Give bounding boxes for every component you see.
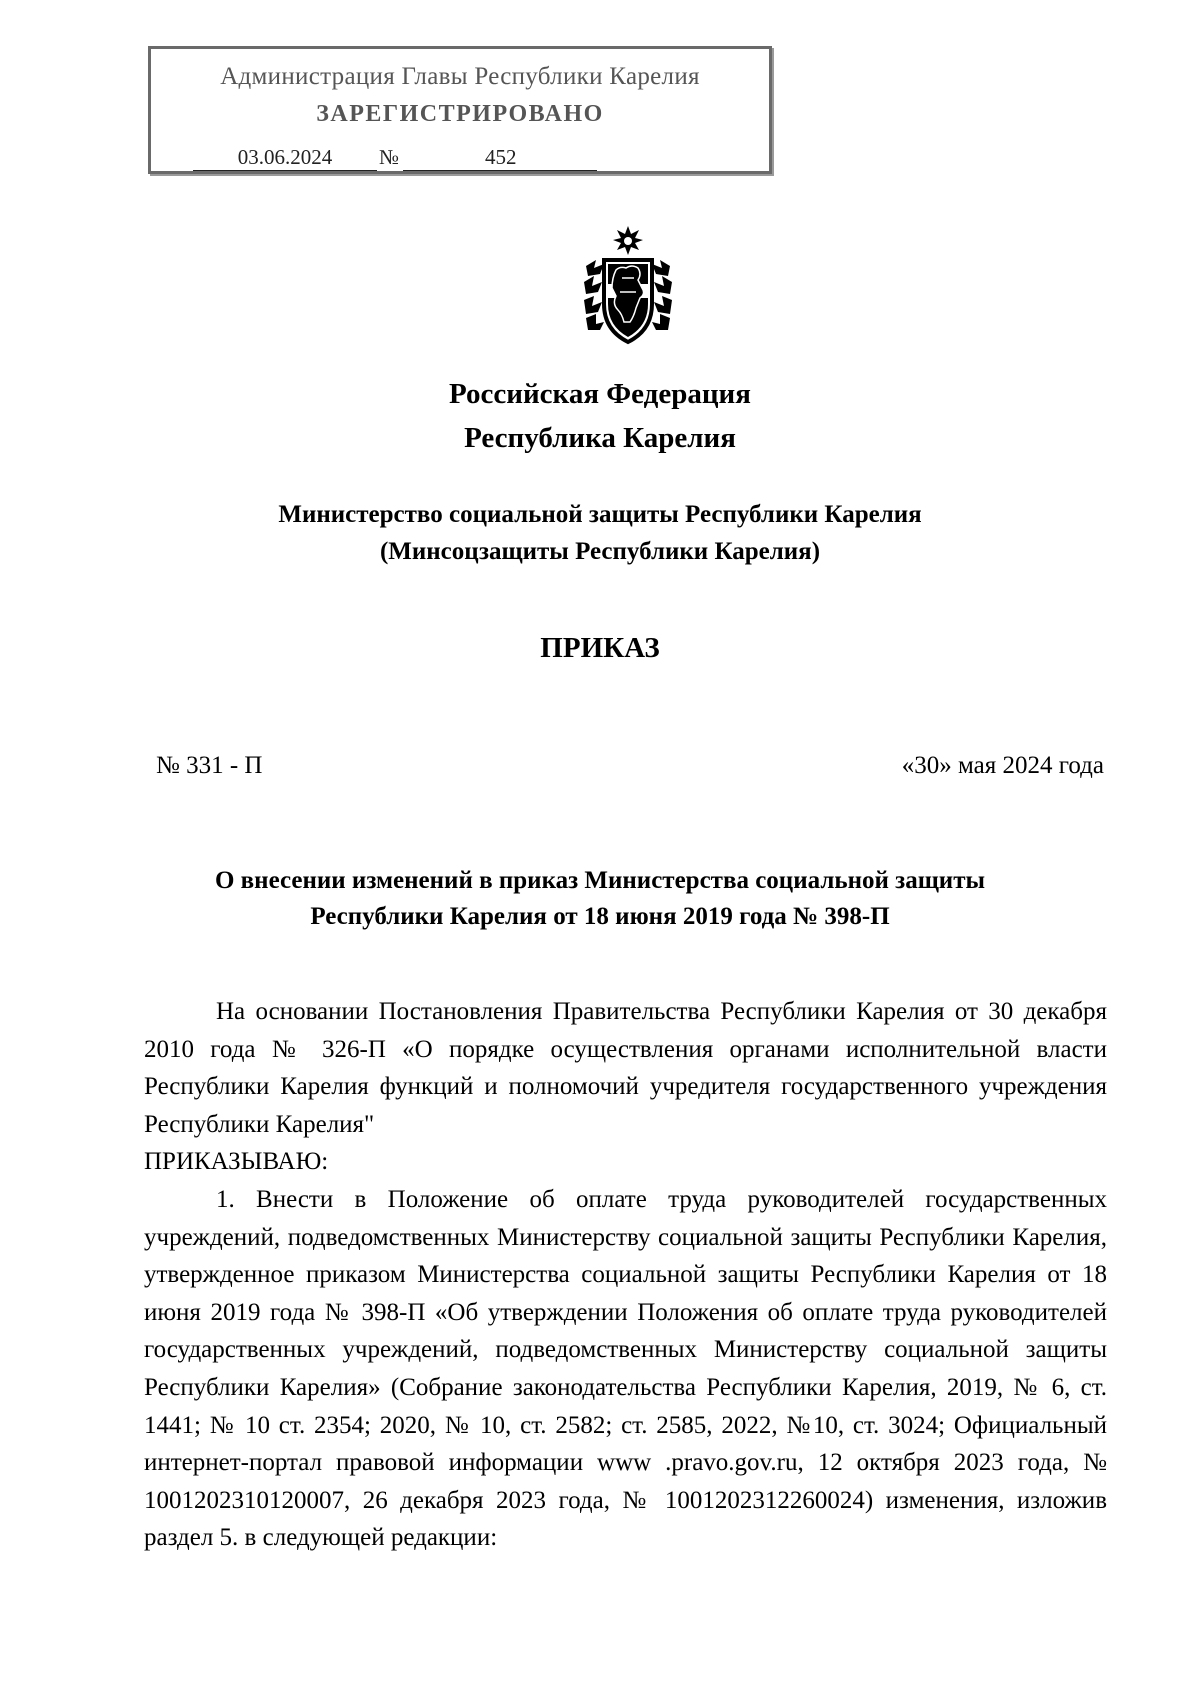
header-republic: Республика Карелия bbox=[464, 422, 736, 454]
coat-of-arms-icon bbox=[582, 226, 674, 348]
order-number: № 331 - П bbox=[156, 752, 263, 779]
stamp-organization: Администрация Главы Республики Карелия bbox=[220, 63, 700, 90]
document-type: ПРИКАЗ bbox=[540, 632, 660, 664]
stamp-number: 452 bbox=[403, 145, 597, 171]
order-body bbox=[144, 993, 1107, 1557]
body-command: ПРИКАЗЫВАЮ: bbox=[144, 1148, 329, 1176]
header-country: Российская Федерация bbox=[449, 378, 751, 410]
header-ministry-short: (Минсоцзащиты Республики Карелия) bbox=[379, 538, 821, 565]
header-country-block bbox=[0, 372, 1200, 460]
subject-line-2: Республики Карелия от 18 июня 2019 года № 398-П bbox=[310, 903, 890, 930]
header-ministry: Министерство социальной защиты Республики Карелия bbox=[278, 501, 922, 528]
stamp-number-label: № bbox=[379, 145, 400, 169]
order-subject bbox=[0, 863, 1200, 935]
stamp-date: 03.06.2024 bbox=[193, 145, 377, 171]
body-paragraph-item-1: 1. Внести в Положение об оплате труда руководителей государственных учреждений, подведомственных Министерству социальной защиты Республики Карелия, утвержденное приказом Министерства социальной защиты Республики Карелия от 18 июня 2019 года № 398-П «Об утверждении Положения об оплате труда руководителей государственных учреждений, подведомственных Министерству социальной защиты Республики Карелия» (Собрание законодательства Республики Карелия, 2019, № 6, ст. 1441; № 10 ст. 2354; 2020, № 10, ст. 2582; ст. 2585, 2022, №10, ст. 3024; Официальный интернет-портал правовой информации www .pravo.gov.ru, 12 октября 2023 года, № 1001202310120007, 26 декабря 2023 года, № 1001202312260024) изменения, изложив раздел 5. в следующей редакции: bbox=[144, 1185, 1107, 1552]
order-date: «30» мая 2024 года bbox=[901, 752, 1104, 779]
stamp-status: ЗАРЕГИСТРИРОВАНО bbox=[316, 101, 604, 127]
header-ministry-block bbox=[0, 496, 1200, 570]
registration-stamp bbox=[148, 46, 772, 174]
body-paragraph-basis: На основании Постановления Правительства Республики Карелия от 30 декабря 2010 года № 326-П «О порядке осуществления органами исполнительной власти Республики Карелия функций и полномочий учредителя государственного учреждения Республики Карелия" bbox=[144, 998, 1107, 1138]
subject-line-1: О внесении изменений в приказ Министерства социальной защиты bbox=[214, 867, 986, 894]
